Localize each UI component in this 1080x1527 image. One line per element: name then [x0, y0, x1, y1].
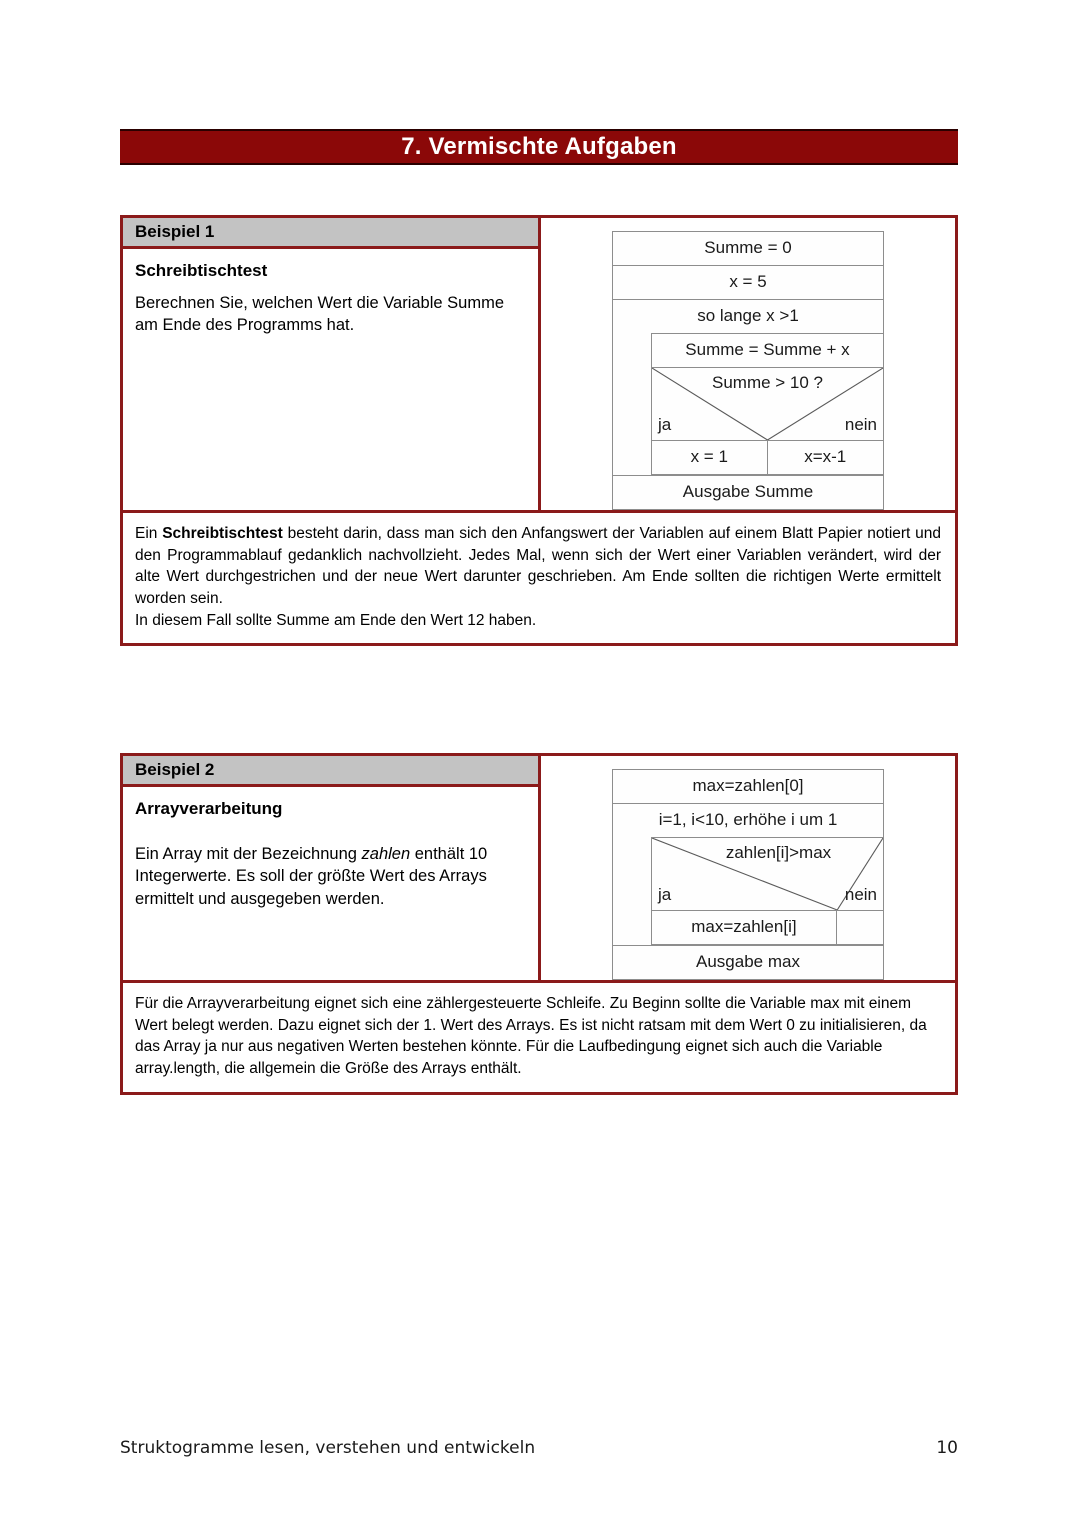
page-footer	[120, 1438, 958, 1458]
struktogramm-1	[612, 231, 884, 510]
nsd1-branch-no: x=x-1	[804, 447, 847, 466]
nsd2-loop-body	[651, 837, 883, 945]
nsd1-block-output: Ausgabe Summe	[682, 482, 814, 501]
example-1-header: Beispiel 1	[123, 218, 538, 249]
example-1-table	[120, 215, 958, 646]
task-text-part1: Ein Array mit der Bezeichnung	[135, 845, 362, 863]
example-1-note-paragraph	[135, 523, 941, 610]
example-2-note-row	[123, 980, 955, 1092]
example-1-note-row	[123, 510, 955, 643]
page-title-banner	[120, 129, 958, 165]
example-1-body	[123, 249, 538, 510]
nsd2-block-max-init: max=zahlen[0]	[613, 770, 883, 804]
example-2-note-paragraph: Für die Arrayverarbeitung eignet sich eine zählergesteuerte Schleife. Zu Beginn sollte die Variable max mit einem Wert belegt werden. Dazu eignet sich der 1. Wert des Arrays. Es ist nicht ratsam mit dem Wert 0 zu initialisieren, da das Array ja nur aus negativen Werten bestehen könnte. Für die Laufbedingung eignet sich auch die Variable array.length, die allgemein die Größe des Arrays enthält.	[135, 995, 927, 1078]
example-2-left-column	[123, 756, 541, 980]
task-text-part2: enthält 10 Integerwerte. Es soll der größte Wert des Arrays ermittelt und ausgegeben werden.	[135, 845, 488, 908]
note-rest: besteht darin, dass man sich den Anfangswert der Variablen auf einem Blatt Papier notiert und den Programmablauf gedanklich nachvollzieht. Jedes Mal, wenn sich der Wert einer Variablen verändert, wird der alte Wert durchgestrichen und der neue Wert darunter geschrieben. Am Ende sollten die richtigen Werte ermittelt worden sein.	[135, 525, 941, 608]
nsd1-loop-condition: so lange x >1	[697, 306, 799, 325]
example-2-header: Beispiel 2	[123, 756, 538, 787]
example-1-left-column	[123, 218, 541, 510]
example-2-diagram-column	[541, 756, 955, 980]
struktogramm-2	[612, 769, 884, 980]
example-1-note-line2: In diesem Fall sollte Summe am Ende den Wert 12 haben.	[135, 611, 537, 629]
footer-document-title: Struktogramme lesen, verstehen und entwickeln	[120, 1438, 536, 1458]
example-1-subheading: Schreibtischtest	[135, 261, 268, 280]
nsd1-decision-branches	[652, 440, 883, 474]
nsd2-branch-no	[837, 911, 883, 944]
nsd2-decision-branches	[652, 910, 883, 944]
nsd1-while-loop	[613, 300, 883, 476]
nsd2-decision-head	[652, 838, 883, 910]
nsd2-decision-condition: zahlen[i]>max	[725, 843, 832, 862]
nsd1-block-summe-init: Summe = 0	[613, 232, 883, 266]
nsd1-branch-yes: x = 1	[652, 441, 768, 474]
nsd1-decision	[652, 368, 883, 475]
example-2-content-row	[123, 756, 955, 980]
example-2-subheading: Arrayverarbeitung	[135, 799, 283, 818]
page-title: 7. Vermischte Aufgaben	[401, 133, 677, 160]
nsd1-block-summe-add: Summe = Summe + x	[652, 334, 883, 368]
nsd1-decision-no-label: nein	[844, 415, 877, 434]
nsd2-block-output: Ausgabe max	[696, 952, 800, 971]
nsd1-block-x-init: x = 5	[613, 266, 883, 300]
nsd1-decision-head	[652, 368, 883, 440]
task-text-array-name: zahlen	[361, 845, 411, 863]
example-2-body	[123, 787, 538, 980]
example-1-diagram-column	[541, 218, 955, 510]
example-2-table	[120, 753, 958, 1095]
example-1-task-text: Berechnen Sie, welchen Wert die Variable Summe am Ende des Programms hat.	[135, 294, 504, 335]
footer-page-number: 10	[936, 1438, 958, 1458]
note-bold-term: Schreibtischtest	[162, 525, 283, 542]
nsd2-loop-condition: i=1, i<10, erhöhe i um 1	[658, 810, 838, 829]
nsd2-decision	[652, 838, 883, 945]
nsd2-decision-no-label: nein	[844, 885, 877, 904]
nsd1-loop-body	[651, 333, 883, 475]
example-2-task-text	[135, 843, 524, 910]
nsd2-decision-yes-label: ja	[658, 885, 672, 904]
nsd1-decision-condition: Summe > 10 ?	[711, 373, 824, 392]
note-prefix: Ein	[135, 525, 163, 542]
nsd2-for-loop	[613, 804, 883, 946]
nsd1-decision-yes-label: ja	[658, 415, 672, 434]
example-1-content-row	[123, 218, 955, 510]
nsd2-branch-yes: max=zahlen[i]	[652, 911, 837, 944]
